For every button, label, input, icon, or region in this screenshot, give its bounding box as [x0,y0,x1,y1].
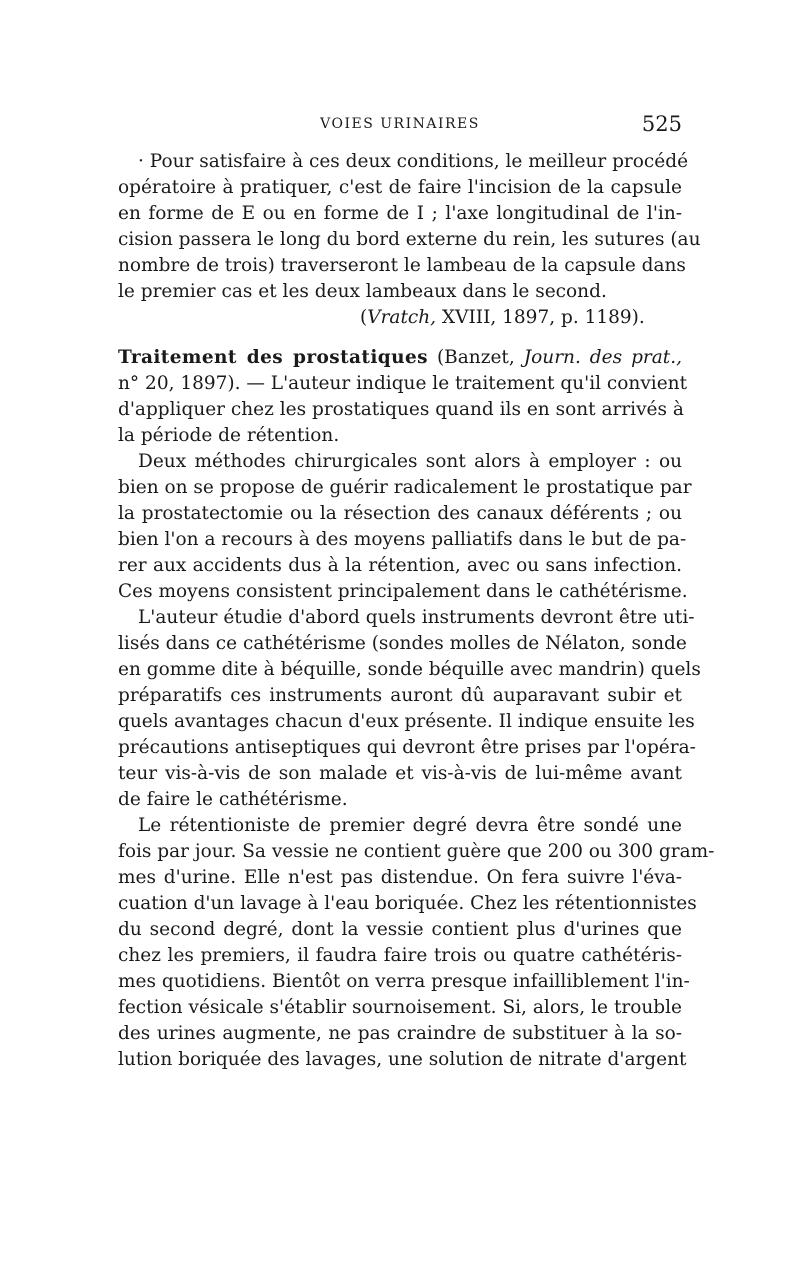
paragraph-2-line-5: rer aux accidents dus à la rétention, avec ou sans infection. [118,555,682,576]
section-line-2: n° 20, 1897). — L'auteur indique le traitement qu'il convient [118,373,688,394]
paragraph-4-line-5: du second degré, dont la vessie contient plus d'urines que [118,919,682,940]
paragraph-2-line-4: bien l'on a recours à des moyens palliatifs dans le but de pa- [118,529,687,550]
paragraph-3-line-4: préparatifs ces instruments auront dû auparavant subir et [118,685,682,706]
paragraph-2-line-1: Deux méthodes chirurgicales sont alors à employer : ou [138,451,682,472]
section-line-4: la période de rétention. [118,425,340,446]
paragraph-4-line-6: chez les premiers, il faudra faire trois ou quatre cathétéris- [118,945,682,966]
page-number: 525 [641,112,682,136]
paragraph-1-line-2: opératoire à pratiquer, c'est de faire l'incision de la capsule [118,177,682,198]
paragraph-3-line-1: L'auteur étudie d'abord quels instruments devront être uti- [138,607,695,628]
paragraph-4-line-1: Le rétentioniste de premier degré devra être sondé une [138,815,682,836]
section-title: Traitement des prostatiques [118,347,428,368]
paragraph-1-line-5: nombre de trois) traverseront le lambeau de la capsule dans [118,255,686,276]
paragraph-4-line-7: mes quotidiens. Bientôt on verra presque infailliblement l'in- [118,971,690,992]
running-title: VOIES URINAIRES [320,116,480,132]
paragraph-3-line-5: quels avantages chacun d'eux présente. Il indique ensuite les [118,711,695,732]
paragraph-2-line-6: Ces moyens consistent principalement dans le cathétérisme. [118,581,688,602]
paragraph-1-line-3: en forme de E ou en forme de I ; l'axe longitudinal de l'in- [118,203,682,224]
paragraph-3-line-8: de faire le cathétérisme. [118,789,348,810]
paragraph-4-line-2: fois par jour. Sa vessie ne contient guère que 200 ou 300 gram- [118,841,715,862]
paragraph-3-line-2: lisés dans ce cathétérisme (sondes molles de Nélaton, sonde [118,633,687,654]
paragraph-2-line-2: bien on se propose de guérir radicalement le prostatique par [118,477,692,498]
paragraph-4-line-4: cuation d'un lavage à l'eau boriquée. Chez les rétentionnistes [118,893,697,914]
running-head [118,112,682,142]
paragraph-4-line-8: fection vésicale s'établir sournoisement. Si, alors, le trouble [118,997,682,1018]
paragraph-3-line-6: précautions antiseptiques qui devront être prises par l'opéra- [118,737,696,758]
section-line-3: d'appliquer chez les prostatiques quand ils en sont arrivés à [118,399,684,420]
paragraph-2-line-3: la prostatectomie ou la résection des canaux déférents ; ou [118,503,682,524]
section-heading-line [118,345,682,371]
paragraph-1-line-4: cision passera le long du bord externe du rein, les sutures (au [118,229,701,250]
citation-open: ( [360,307,368,328]
paragraph-3-line-3: en gomme dite à béquille, sonde béquille avec mandrin) quels [118,659,701,680]
paragraph-1-line-6: le premier cas et les deux lambeaux dans le second. [118,281,607,302]
citation-rest: XVIII, 1897, p. 1189). [436,307,645,328]
citation-journal: Vratch, [367,307,437,328]
paragraph-3-line-7: teur vis-à-vis de son malade et vis-à-vis de lui-même avant [118,763,682,784]
citation [360,305,682,331]
paragraph-4-line-3: mes d'urine. Elle n'est pas distendue. On fera suivre l'éva- [118,867,682,888]
section-journal: Journ. des prat., [523,347,682,368]
section-intro-open: (Banzet, [427,347,524,368]
paragraph-4-line-9: des urines augmente, ne pas craindre de substituer à la so- [118,1023,682,1044]
paragraph-4-line-10: lution boriquée des lavages, une solution de nitrate d'argent [118,1049,687,1070]
paragraph-1-line-1: · Pour satisfaire à ces deux conditions, le meilleur procédé [138,151,689,172]
